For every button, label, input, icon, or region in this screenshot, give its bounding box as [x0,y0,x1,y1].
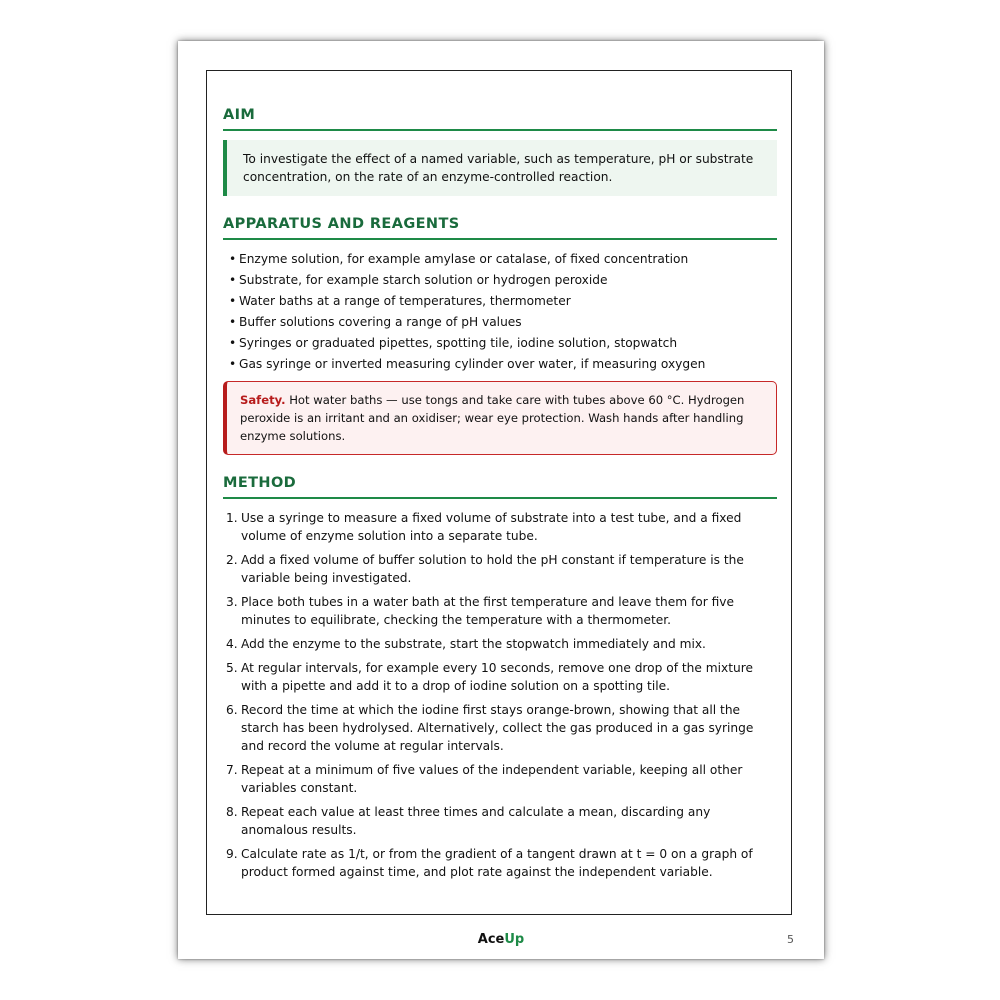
list-item: • Syringes or graduated pipettes, spotting tile, iodine solution, stopwatch [223,333,777,354]
bullet-icon: • [229,273,237,287]
page-number: 5 [787,933,794,946]
aim-heading: AIM [223,107,777,131]
method-steps [223,509,777,881]
bullet-icon: • [229,252,237,266]
aim-text: To investigate the effect of a named variable, such as temperature, pH or substrate concentration, on the rate of an enzyme-controlled reaction. [243,152,754,184]
list-item: • Buffer solutions covering a range of pH values [223,312,777,333]
apparatus-heading: APPARATUS AND REAGENTS [223,216,777,240]
content-frame [206,70,792,915]
method-heading: METHOD [223,475,777,499]
bullet-icon: • [229,315,237,329]
method-step: 7. Repeat at a minimum of five values of the independent variable, keeping all other variables constant. [226,763,743,795]
method-step: 4. Add the enzyme to the substrate, start the stopwatch immediately and mix. [226,637,706,651]
method-step: 1. Use a syringe to measure a fixed volume of substrate into a test tube, and a fixed volume of enzyme solution into a separate tube. [226,511,742,543]
aim-box [223,140,777,196]
bullet-icon: • [229,357,237,371]
bullet-icon: • [229,294,237,308]
list-item: • Water baths at a range of temperatures, thermometer [223,291,777,312]
document-page [178,41,824,959]
safety-callout [223,381,777,455]
method-step: 9. Calculate rate as 1/t, or from the gradient of a tangent drawn at t = 0 on a graph of product formed against time, and plot rate against the independent variable. [226,847,753,879]
method-step: 3. Place both tubes in a water bath at the first temperature and leave them for five minutes to equilibrate, checking the temperature with a thermometer. [226,595,734,627]
safety-text: Hot water baths — use tongs and take care with tubes above 60 °C. Hydrogen peroxide is an irritant and an oxidiser; wear eye protection. Wash hands after handling enzyme solutions. [240,393,745,443]
method-step: 8. Repeat each value at least three times and calculate a mean, discarding any anomalous results. [226,805,711,837]
method-step: 5. At regular intervals, for example every 10 seconds, remove one drop of the mixture with a pipette and add it to a drop of iodine solution on a spotting tile. [226,661,753,693]
method-step: 6. Record the time at which the iodine first stays orange-brown, showing that all the starch has been hydrolysed. Alternatively, collect the gas produced in a gas syringe and record the volume at regular intervals. [226,703,754,753]
list-item: • Enzyme solution, for example amylase or catalase, of fixed concentration [223,249,777,270]
page-content [223,107,777,887]
safety-label: Safety. [240,393,286,407]
brand-logo: AceUp [477,932,525,947]
apparatus-list [223,249,777,375]
list-item: • Substrate, for example starch solution or hydrogen peroxide [223,270,777,291]
list-item: • Gas syringe or inverted measuring cylinder over water, if measuring oxygen [223,354,777,375]
method-step: 2. Add a fixed volume of buffer solution to hold the pH constant if temperature is the variable being investigated. [226,553,744,585]
bullet-icon: • [229,336,237,350]
